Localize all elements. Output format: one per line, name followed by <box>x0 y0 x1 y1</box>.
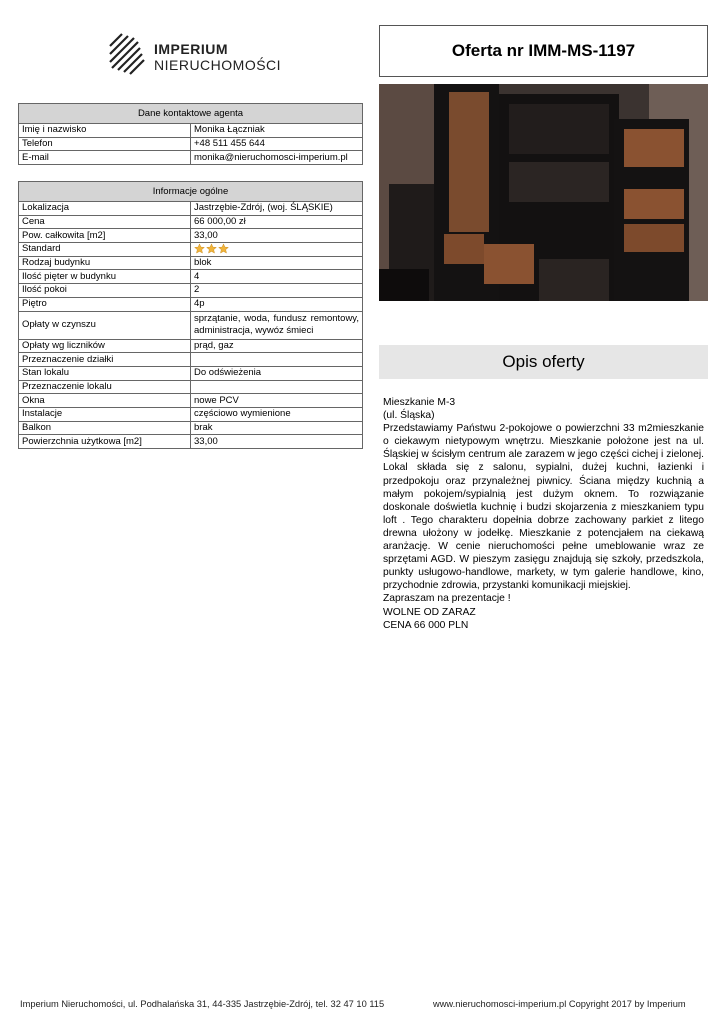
row-value: 33,00 <box>191 435 363 449</box>
row-label: Przeznaczenie lokalu <box>19 380 191 394</box>
description-header: Opis oferty <box>379 345 708 379</box>
row-value <box>191 380 363 394</box>
row-label: Instalacje <box>19 407 191 421</box>
agent-email-label: E-mail <box>19 151 191 165</box>
property-photo <box>379 84 708 301</box>
table-row <box>19 380 363 394</box>
agent-contact-table <box>18 103 363 165</box>
row-label: Standard <box>19 243 191 257</box>
table-row <box>19 202 363 216</box>
row-value: brak <box>191 421 363 435</box>
description-line: CENA 66 000 PLN <box>383 619 469 631</box>
table-row <box>19 229 363 243</box>
star-icon <box>206 243 217 254</box>
company-logo <box>108 32 282 76</box>
table-row <box>19 256 363 270</box>
row-value: nowe PCV <box>191 394 363 408</box>
table-row <box>19 270 363 284</box>
footer-address: Imperium Nieruchomości, ul. Podhalańska 31, 44-335 Jastrzębie-Zdrój, tel. 32 47 10 115 <box>20 999 385 1009</box>
table-row <box>19 366 363 380</box>
row-label: Okna <box>19 394 191 408</box>
table-row <box>19 243 363 257</box>
description-line: (ul. Śląska) <box>383 410 435 422</box>
description-text <box>383 396 704 632</box>
table-row <box>19 311 363 339</box>
row-label: Lokalizacja <box>19 202 191 216</box>
table-row <box>19 284 363 298</box>
description-body: Przedstawiamy Państwu 2-pokojowe o powierzchni 33 m2mieszkanie o ciekawym nietypowym wnętrzu. Mieszkanie położone jest na ul. Śląskiej w ścisłym centrum ale zarazem w jego części cichej i zielonej. Lokal składa się z salonu, sypialni, dużej kuchni, łazienki i przedpokoju oraz przynależnej piwnicy. Ściana między kuchnią a małym pokojem/sypialnią jest dużym oknem. To rozwiązanie doskonale doświetla kuchnię i budzi skojarzenia z mieszkaniem typu loft . Tego charakteru dopełnia dobrze zachowany parkiet z litego drewna ułożony w jodełkę. Mieszkanie z potencjałem na ciekawą aranżację. W cenie nieruchomości pełne umeblowanie wraz ze sprzętami AGD. W pieszym zasięgu znajdują się szkoły, przedszkola, punkty usługowo-handlowe, markety, w tym galerie handlowe, kino, przychodnie zdrowia, przystanki komunikacji miejskiej. <box>383 423 704 592</box>
agent-phone-value[interactable]: +48 511 455 644 <box>191 137 363 151</box>
row-label: Cena <box>19 215 191 229</box>
table-row <box>19 137 363 151</box>
agent-email-value[interactable]: monika@nieruchomosci-imperium.pl <box>191 151 363 165</box>
row-label: Przeznaczenie działki <box>19 353 191 367</box>
row-value: 2 <box>191 284 363 298</box>
table-row <box>19 151 363 165</box>
row-value: Do odświeżenia <box>191 366 363 380</box>
table-row <box>19 215 363 229</box>
agent-name-label: Imię i nazwisko <box>19 124 191 138</box>
agent-name-value: Monika Łączniak <box>191 124 363 138</box>
brand-subtitle: NIERUCHOMOŚCI <box>154 57 282 73</box>
agent-phone-label: Telefon <box>19 137 191 151</box>
row-value: 4p <box>191 297 363 311</box>
star-icon <box>218 243 229 254</box>
table-row <box>19 339 363 353</box>
footer-website[interactable]: www.nieruchomosci-imperium.pl Copyright 2017 by Imperium <box>433 999 686 1009</box>
row-label: Ilość pięter w budynku <box>19 270 191 284</box>
general-info-table <box>18 181 363 449</box>
row-label: Balkon <box>19 421 191 435</box>
row-label: Opłaty w czynszu <box>19 311 191 339</box>
table-row <box>19 124 363 138</box>
agent-table-header: Dane kontaktowe agenta <box>19 104 363 124</box>
row-value: blok <box>191 256 363 270</box>
standard-rating <box>191 243 363 257</box>
row-value: prąd, gaz <box>191 339 363 353</box>
star-icon <box>194 243 205 254</box>
row-label: Stan lokalu <box>19 366 191 380</box>
brand-name: IMPERIUM <box>154 41 228 57</box>
row-label: Opłaty wg liczników <box>19 339 191 353</box>
row-value: Jastrzębie-Zdrój, (woj. ŚLĄSKIE) <box>191 202 363 216</box>
row-value: 33,00 <box>191 229 363 243</box>
logo-stripes-icon <box>108 32 148 76</box>
offer-title: Oferta nr IMM-MS-1197 <box>379 25 708 77</box>
description-line: WOLNE OD ZARAZ <box>383 606 476 618</box>
table-row <box>19 353 363 367</box>
row-value: sprzątanie, woda, fundusz remontowy, administracja, wywóz śmieci <box>191 311 363 339</box>
row-value: częściowo wymienione <box>191 407 363 421</box>
row-label: Pow. całkowita [m2] <box>19 229 191 243</box>
table-row <box>19 297 363 311</box>
table-row <box>19 421 363 435</box>
table-row <box>19 435 363 449</box>
row-value: 4 <box>191 270 363 284</box>
row-label: Powierzchnia użytkowa [m2] <box>19 435 191 449</box>
description-line: Mieszkanie M-3 <box>383 397 456 408</box>
row-label: Rodzaj budynku <box>19 256 191 270</box>
row-label: Piętro <box>19 297 191 311</box>
table-row <box>19 407 363 421</box>
description-line: Zapraszam na prezentacje ! <box>383 593 511 605</box>
row-value <box>191 353 363 367</box>
table-row <box>19 394 363 408</box>
general-table-header: Informacje ogólne <box>19 182 363 202</box>
star-rating <box>194 243 229 254</box>
row-value: 66 000,00 zł <box>191 215 363 229</box>
row-label: Ilość pokoi <box>19 284 191 298</box>
